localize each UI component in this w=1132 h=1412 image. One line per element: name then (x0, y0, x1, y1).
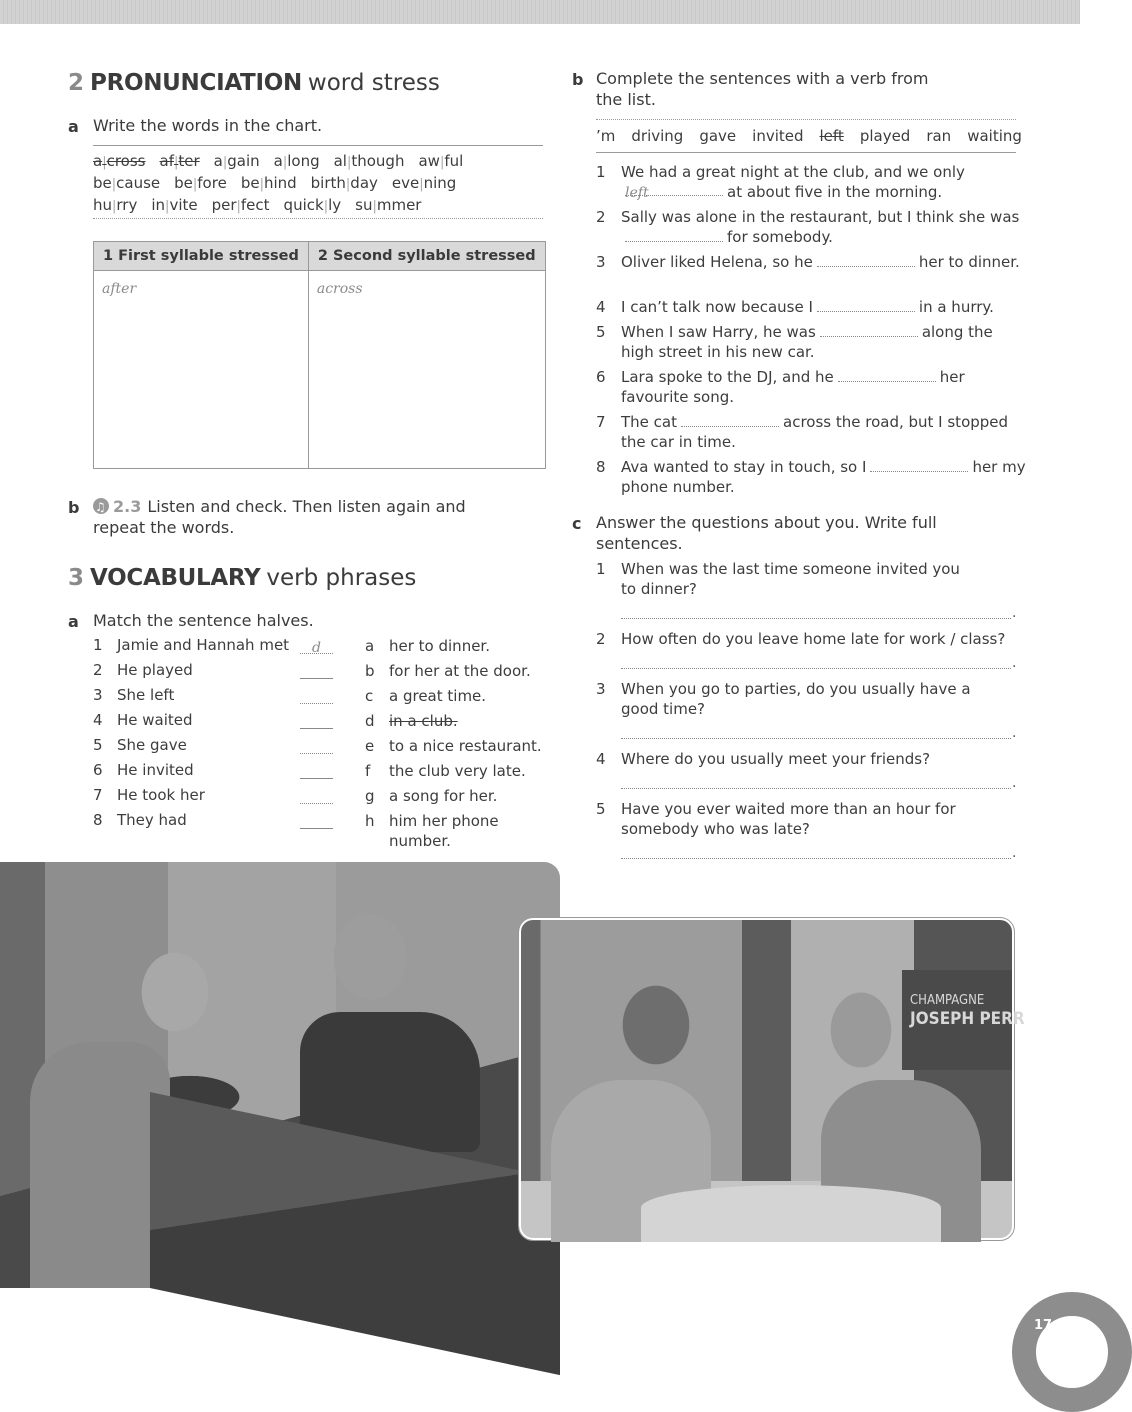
syllable-divider: | (346, 155, 352, 170)
answer-blank[interactable] (300, 638, 333, 654)
option-text: number. (389, 832, 451, 850)
syllable-divider: | (259, 177, 264, 192)
verb-item: ran (926, 127, 952, 145)
question-item (596, 629, 1026, 649)
word-part: mmer (376, 196, 422, 214)
sentence-start: I can’t talk now because I (621, 298, 813, 316)
word-part: a (93, 152, 103, 170)
sentence-end: her favourite song. (621, 368, 965, 406)
item-number: 5 (596, 800, 606, 818)
option-text: a song for her. (389, 787, 498, 805)
word-item (241, 174, 297, 192)
instruction-line: Complete the sentences with a verb from (596, 69, 929, 88)
word-part: be (174, 174, 193, 192)
item-number: 1 (596, 163, 606, 181)
syllable-divider: | (323, 199, 329, 214)
item-text: Jamie and Hannah met (117, 636, 290, 654)
word-part: rry (116, 196, 138, 214)
gap-blank[interactable] (625, 228, 723, 242)
option-text: for her at the door. (389, 662, 531, 680)
word-part: a (213, 152, 223, 170)
exercise-letter: b (572, 70, 584, 89)
verb-item: gave (699, 127, 737, 145)
question-line: How often do you leave home late for work / class? (621, 630, 1006, 648)
option-letter: e (365, 737, 375, 755)
item-text (621, 252, 1026, 272)
match-item (93, 811, 187, 836)
match-option (365, 686, 486, 711)
word-part: though (351, 152, 405, 170)
chart-header-first: 1 First syllable stressed (94, 242, 309, 271)
word-item (392, 174, 456, 192)
item-text: She left (117, 686, 175, 704)
item-number: 7 (596, 413, 606, 431)
item-number: 2 (93, 661, 103, 679)
item-number: 4 (596, 750, 606, 768)
option-text: to a nice restaurant. (389, 737, 542, 755)
item-number: 6 (93, 761, 103, 779)
question-text (621, 559, 1026, 599)
match-item (93, 761, 194, 786)
word-part: cause (116, 174, 161, 192)
option-letter: h (365, 812, 375, 830)
instruction-line: Answer the questions about you. Write full (596, 513, 937, 532)
word-part: hu (93, 196, 113, 214)
section-heading: VOCABULARY (90, 565, 261, 591)
match-option (365, 786, 497, 811)
answer-blank[interactable] (300, 763, 333, 779)
sentence-end: at about five in the morning. (727, 183, 943, 201)
exercise-letter: b (68, 498, 80, 517)
word-box (93, 151, 543, 217)
gap-fill-item (596, 457, 1026, 497)
syllable-divider: | (372, 199, 377, 214)
sentence-end: for somebody. (727, 228, 833, 246)
item-text (621, 367, 1026, 407)
answer-line[interactable] (621, 858, 1011, 859)
item-number: 4 (596, 298, 606, 316)
word-item (334, 152, 405, 170)
question-text (621, 799, 1026, 839)
item-text: He took her (117, 786, 205, 804)
word-item (93, 152, 146, 170)
item-text (621, 162, 1026, 202)
verb-item: played (859, 127, 911, 145)
item-number: 2 (596, 208, 606, 226)
chart-answer-second[interactable]: across (308, 271, 545, 469)
word-part: per (211, 196, 237, 214)
word-line (93, 173, 543, 195)
photo-woman (30, 1042, 170, 1288)
sign-text: CHAMPAGNE (910, 993, 985, 1008)
option-text: in a club. (389, 712, 458, 730)
word-part: gain (227, 152, 260, 170)
word-part: be (93, 174, 112, 192)
item-number: 5 (596, 323, 606, 341)
word-part: su (355, 196, 373, 214)
item-number: 2 (596, 630, 606, 648)
gap-fill-item (596, 412, 1026, 452)
gap-fill-item (596, 252, 1026, 272)
exercise-instruction (596, 68, 1026, 110)
answer-blank[interactable] (300, 738, 333, 754)
section-subheading: verb phrases (266, 565, 417, 591)
word-item (355, 196, 421, 214)
word-part: quick (283, 196, 324, 214)
item-text (621, 322, 1026, 362)
question-text (621, 679, 1026, 719)
word-item (212, 196, 270, 214)
option-letter: b (365, 662, 375, 680)
syllable-divider: | (165, 199, 170, 214)
word-part: eve (391, 174, 420, 192)
question-line: somebody who was late? (621, 820, 810, 838)
answer-blank[interactable] (300, 788, 333, 804)
section-heading: PRONUNCIATION (90, 70, 302, 96)
match-item (93, 661, 193, 686)
word-part: hind (263, 174, 297, 192)
answer-line-end: . (1012, 725, 1017, 741)
item-text: They had (117, 811, 187, 829)
item-number: 1 (93, 636, 103, 654)
question-line: to dinner? (621, 580, 697, 598)
gap-blank[interactable] (681, 413, 779, 427)
word-part: fore (197, 174, 227, 192)
question-item (596, 559, 1026, 599)
syllable-divider: | (111, 177, 117, 192)
sentence-start: We had a great night at the club, and we only (621, 163, 965, 181)
divider (93, 218, 543, 219)
syllable-divider: | (112, 199, 117, 214)
word-part: long (287, 152, 320, 170)
question-line: When you go to parties, do you usually have a (621, 680, 971, 698)
word-line (93, 195, 543, 217)
item-text (621, 297, 1026, 317)
page-tab (1012, 1292, 1132, 1412)
word-part: al (333, 152, 347, 170)
word-part: ter (178, 152, 200, 170)
option-letter: c (365, 687, 374, 705)
divider (596, 119, 1016, 120)
item-number: 7 (93, 786, 103, 804)
item-number: 3 (93, 686, 103, 704)
section-3-title (68, 565, 416, 591)
gap-fill-item (596, 322, 1026, 362)
word-item (93, 174, 160, 192)
divider (93, 145, 543, 146)
word-item (160, 152, 200, 170)
item-number: 6 (596, 368, 606, 386)
chart-header-second: 2 Second syllable stressed (308, 242, 545, 271)
question-text (621, 629, 1026, 649)
answer-blank[interactable] (300, 688, 333, 704)
question-item (596, 679, 1026, 719)
page-number: 17 (1034, 1318, 1053, 1333)
question-line: Where do you usually meet your friends? (621, 750, 931, 768)
top-band (0, 0, 1080, 24)
verb-item: driving (631, 127, 684, 145)
syllable-divider: | (102, 155, 107, 170)
option-text: the club very late. (389, 762, 526, 780)
question-item (596, 749, 1026, 769)
sentence-start: Ava wanted to stay in touch, so I (621, 458, 867, 476)
audio-track-number: 2.3 (113, 497, 142, 516)
exercise-letter: a (68, 612, 79, 631)
sentence-start: When I saw Harry, he was (621, 323, 816, 341)
syllable-divider: | (222, 155, 228, 170)
photo-table (641, 1185, 941, 1242)
option-letter: d (365, 712, 375, 730)
syllable-divider: | (236, 199, 241, 214)
answer-text: d (312, 640, 321, 656)
verb-item: waiting (967, 127, 1022, 145)
divider (596, 152, 1016, 153)
syllable-divider: | (192, 177, 198, 192)
answer-text: left (625, 185, 649, 201)
photo-sign (902, 970, 1025, 1070)
match-item (93, 786, 205, 811)
word-item (311, 174, 378, 192)
word-line (93, 151, 543, 173)
word-item (214, 152, 260, 170)
chart-answer-first[interactable]: after (94, 271, 309, 469)
word-item (174, 174, 227, 192)
item-number: 8 (93, 811, 103, 829)
sentence-start: Lara spoke to the DJ, and he (621, 368, 834, 386)
answer-line[interactable] (621, 618, 1011, 619)
match-option (365, 761, 526, 786)
section-number: 2 (68, 70, 85, 96)
item-text (621, 457, 1026, 497)
answer-line[interactable] (621, 668, 1011, 669)
item-number: 8 (596, 458, 606, 476)
option-letter: g (365, 787, 375, 805)
photo-dj-club (0, 862, 560, 1288)
verb-list (596, 126, 1026, 147)
word-item (93, 196, 137, 214)
word-item (418, 152, 463, 170)
sentence-end: in a hurry. (918, 298, 994, 316)
item-text: He invited (117, 761, 194, 779)
match-item (93, 711, 193, 736)
syllable-divider: | (345, 177, 351, 192)
word-part: a (273, 152, 283, 170)
answer-line-end: . (1012, 605, 1017, 621)
instruction-line: sentences. (596, 534, 683, 553)
word-part: birth (310, 174, 346, 192)
answer-blank[interactable] (300, 663, 333, 679)
word-part: be (240, 174, 260, 192)
answer-line-end: . (1012, 655, 1017, 671)
section-subheading: word stress (307, 70, 440, 96)
syllable-divider: | (439, 155, 445, 170)
word-part: day (350, 174, 378, 192)
gap-blank[interactable] (817, 298, 915, 312)
word-part: fect (240, 196, 270, 214)
gap-blank[interactable] (870, 458, 968, 472)
photo-cafe-couple (519, 918, 1025, 1240)
option-letter: f (365, 762, 371, 780)
exercise-instruction: Match the sentence halves. (93, 611, 314, 630)
section-number: 3 (68, 565, 85, 591)
sentence-end: along the high street in his new car. (621, 323, 993, 361)
item-number: 1 (596, 560, 606, 578)
word-part: ly (328, 196, 342, 214)
gap-blank[interactable] (817, 253, 915, 267)
sentence-end: across the road, but I stopped the car in time. (621, 413, 1009, 451)
question-text (621, 749, 1026, 769)
exercise-instruction (596, 512, 1026, 554)
word-item (284, 196, 342, 214)
option-text: her to dinner. (389, 637, 490, 655)
verb-item: left (819, 127, 844, 145)
match-option (365, 661, 531, 686)
sentence-end: her my phone number. (621, 458, 1026, 496)
word-part: cross (106, 152, 146, 170)
gap-blank[interactable] (838, 368, 936, 382)
option-text: him her phone (389, 812, 499, 830)
answer-line-end: . (1012, 845, 1017, 861)
syllable-divider: | (282, 155, 288, 170)
option-letter: a (365, 637, 375, 655)
item-text: She gave (117, 736, 187, 754)
exercise-letter: a (68, 117, 79, 136)
match-option (365, 636, 490, 661)
answer-line-end: . (1012, 775, 1017, 791)
match-item (93, 736, 187, 761)
item-text: He waited (117, 711, 193, 729)
gap-fill-item (596, 207, 1026, 247)
audio-speaker-icon[interactable] (93, 498, 109, 514)
sign-text: JOSEPH PERR (910, 1009, 1025, 1029)
item-text (621, 412, 1026, 452)
word-item (274, 152, 320, 170)
exercise-instruction: Write the words in the chart. (93, 116, 323, 135)
gap-fill-item (596, 162, 1026, 202)
sentence-start: Oliver liked Helena, so he (621, 253, 813, 271)
verb-item: ’m (596, 127, 616, 145)
question-item (596, 799, 1026, 839)
instruction-line: Listen and check. Then listen again and (147, 497, 466, 516)
syllable-divider: | (419, 177, 424, 192)
sentence-start: Sally was alone in the restaurant, but I think she was (621, 208, 1020, 226)
section-2-title (68, 70, 440, 96)
gap-blank[interactable] (820, 323, 918, 337)
sentence-end: her to dinner. (918, 253, 1020, 271)
item-number: 4 (93, 711, 103, 729)
syllable-divider: | (173, 155, 179, 170)
gap-fill-item (596, 367, 1026, 407)
instruction-line: the list. (596, 90, 656, 109)
answer-line[interactable] (621, 738, 1011, 739)
item-text (621, 207, 1026, 247)
item-number: 3 (596, 680, 606, 698)
answer-blank[interactable] (300, 713, 333, 729)
exercise-letter: c (572, 514, 582, 533)
match-option (365, 811, 499, 850)
word-part: vite (169, 196, 198, 214)
listen-instruction (93, 496, 553, 538)
gap-blank[interactable] (625, 182, 723, 201)
item-number: 3 (596, 253, 606, 271)
word-part: ning (423, 174, 457, 192)
sentence-start: The cat (621, 413, 677, 431)
match-option (365, 711, 458, 736)
item-number: 5 (93, 736, 103, 754)
option-text: a great time. (389, 687, 487, 705)
answer-line[interactable] (621, 788, 1011, 789)
match-item (93, 686, 174, 711)
word-part: af (159, 152, 174, 170)
question-line: When was the last time someone invited you (621, 560, 960, 578)
question-line: Have you ever waited more than an hour for (621, 800, 956, 818)
answer-blank[interactable] (300, 813, 333, 829)
match-option (365, 736, 542, 761)
instruction-line: repeat the words. (93, 518, 235, 537)
item-text: He played (117, 661, 193, 679)
gap-fill-item (596, 297, 1026, 317)
match-item (93, 636, 289, 661)
word-part: aw (418, 152, 440, 170)
question-line: good time? (621, 700, 706, 718)
word-part: ful (444, 152, 464, 170)
word-part: in (151, 196, 166, 214)
verb-item: invited (752, 127, 804, 145)
word-item (151, 196, 197, 214)
word-stress-chart (93, 241, 546, 469)
